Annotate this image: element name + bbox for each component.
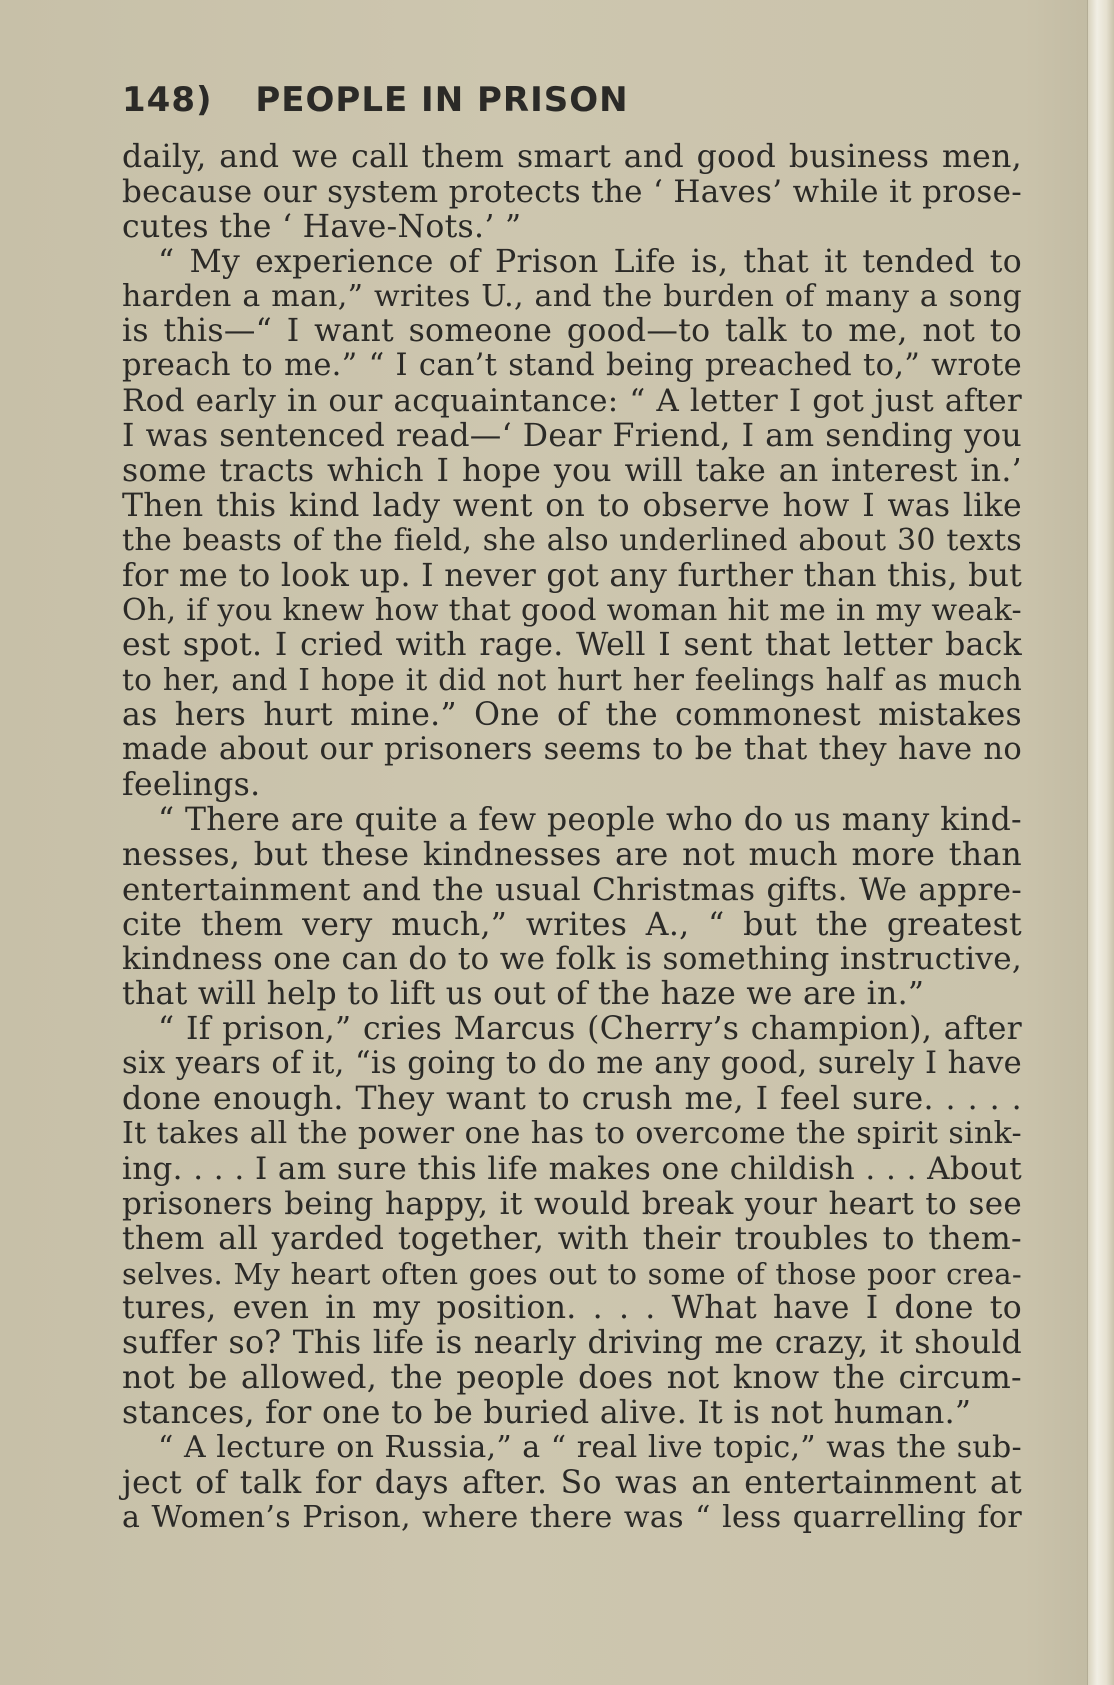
text-line: daily, and we call them smart and good business men, [122,139,1022,175]
text-line: because our system protects the ‘ Haves’ while it prose- [122,173,1022,210]
text-line: feelings. [122,767,261,804]
text-line: not be allowed, the people does not know the circum- [122,1360,1022,1397]
text-line: the beasts of the field, she also underlined about 30 texts [122,522,1022,558]
text-line: them all yarded together, with their troubles to them- [122,1220,1022,1257]
text-line: entertainment and the usual Christmas gifts. We appre- [122,871,1022,908]
text-line: “ A lecture on Russia,” a “ real live topic,” was the sub- [158,1429,1022,1465]
text-line: is this—“ I want someone good—to talk to me, not to [122,313,1022,350]
text-line: to her, and I hope it did not hurt her feelings half as much [122,663,1022,698]
text-line: nesses, but these kindnesses are not much more than [122,836,1022,873]
text-line: done enough. They want to crush me, I feel sure. . . . . [122,1081,1022,1118]
running-title: PEOPLE IN PRISON [255,80,629,120]
text-line: Oh, if you knew how that good woman hit me in my weak- [122,592,1022,628]
text-line: “ My experience of Prison Life is, that it tended to [158,243,1022,280]
text-line: six years of it, “is going to do me any good, surely I have [122,1046,1022,1082]
page-header [122,80,629,120]
text-line: a Women’s Prison, where there was “ less quarrelling for [122,1499,1022,1535]
text-line: cite them very much,” writes A., “ but the greatest [122,906,1022,943]
text-line: “ If prison,” cries Marcus (Cherry’s champion), after [158,1011,1022,1048]
text-line: as hers hurt mine.” One of the commonest mistakes [122,697,1022,734]
text-line: that will help to lift us out of the haze we are in.” [122,976,925,1013]
text-line: prisoners being happy, it would break your heart to see [122,1185,1022,1222]
text-line: ject of talk for days after. So was an entertainment at [122,1464,1022,1501]
text-line: harden a man,” writes U., and the burden of many a song [122,278,1022,314]
text-line: stances, for one to be buried alive. It is not human.” [122,1395,972,1432]
text-line: “ There are quite a few people who do us many kind- [158,801,1022,838]
text-line: made about our prisoners seems to be that they have no [122,732,1022,768]
page-number: 148) [122,80,213,120]
text-line: selves. My heart often goes out to some of those poor crea- [122,1256,1022,1291]
text-line: Rod early in our acquaintance: “ A letter I got just after [122,383,1022,420]
text-line: ing. . . . I am sure this life makes one childish . . . About [122,1150,1022,1187]
text-line: Then this kind lady went on to observe how I was like [122,487,1022,524]
text-line: It takes all the power one has to overcome the spirit sink- [122,1115,1022,1151]
text-line: cutes the ‘ Have-Nots.’ ” [122,208,522,245]
body-text [122,140,1114,1536]
text-line: kindness one can do to we folk is something instructive, [122,941,1022,978]
text-line: est spot. I cried with rage. Well I sent that letter back [122,627,1022,664]
text-line: some tracts which I hope you will take an interest in.’ [122,453,1022,490]
text-line: I was sentenced read—‘ Dear Friend, I am sending you [122,418,1022,455]
text-line: tures, even in my position. . . . What have I done to [122,1290,1022,1327]
text-line: preach to me.” “ I can’t stand being preached to,” wrote [122,348,1022,384]
text-line: for me to look up. I never got any further than this, but [122,557,1023,594]
text-line: suffer so? This life is nearly driving me crazy, it should [122,1325,1022,1362]
